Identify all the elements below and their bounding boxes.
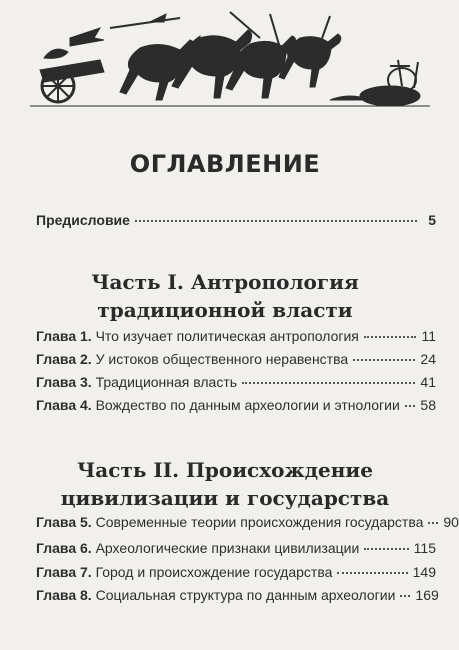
part-2-title-line2: цивилизации и государства — [60, 486, 390, 510]
chapter-label: Глава 4. — [36, 397, 92, 413]
page-number: 11 — [421, 328, 436, 344]
chapter-label: Глава 7. — [36, 564, 92, 580]
page-number: 90 — [443, 514, 459, 530]
toc-entry-chapter-6[interactable] — [36, 540, 436, 560]
page-number: 115 — [413, 540, 436, 556]
chapter-label: Глава 8. — [36, 587, 92, 603]
page-number: 149 — [412, 564, 436, 580]
dot-leader — [364, 548, 408, 550]
dot-leader — [353, 359, 415, 361]
dot-leader — [364, 336, 417, 338]
chapter-title: Город и происхождение государства — [95, 564, 333, 580]
dot-leader — [135, 220, 417, 222]
dot-leader — [242, 382, 415, 384]
chapter-title: Что изучает политическая антропология — [95, 328, 359, 344]
toc-heading: ОГЛАВЛЕНИЕ — [129, 150, 321, 178]
chapter-title: Вождество по данным археологии и этнологии — [95, 397, 400, 413]
chapter-title: Социальная структура по данным археологии — [95, 587, 396, 603]
toc-entry-chapter-7[interactable] — [36, 564, 436, 584]
chapter-label: Глава 1. — [36, 328, 92, 344]
page-number: 24 — [420, 351, 436, 367]
part-2-title-line1: Часть II. Происхождение — [77, 458, 373, 482]
chapter-label: Глава 6. — [36, 540, 92, 556]
dot-leader — [405, 405, 416, 407]
toc-entry-preface[interactable] — [36, 212, 436, 232]
toc-entry-chapter-1[interactable] — [36, 328, 436, 348]
chapter-title: У истоков общественного неравенства — [95, 351, 349, 367]
part-1-title-line2: традиционной власти — [97, 298, 353, 322]
page-number: 58 — [420, 397, 436, 413]
chapter-title: Археологические признаки цивилизации — [95, 540, 360, 556]
page-number: 5 — [428, 212, 436, 228]
page-number: 41 — [420, 374, 436, 390]
chapter-label: Глава 3. — [36, 374, 92, 390]
part-2-title — [0, 456, 450, 512]
toc-entry-chapter-2[interactable] — [36, 351, 436, 371]
chapter-label: Глава 5. — [36, 514, 92, 530]
chapter-label: Глава 2. — [36, 351, 92, 367]
toc-entry-chapter-3[interactable] — [36, 374, 436, 394]
dot-leader — [428, 522, 438, 524]
chapter-title: Традиционная власть — [95, 374, 238, 390]
dot-leader — [337, 572, 407, 574]
battle-scene-illustration — [30, 8, 430, 110]
part-1-title — [0, 268, 450, 324]
toc-entry-chapter-4[interactable] — [36, 397, 436, 417]
toc-entry-chapter-5[interactable] — [36, 514, 459, 534]
page-number: 169 — [415, 587, 439, 603]
dot-leader — [400, 595, 410, 597]
toc-entry-chapter-8[interactable] — [36, 587, 439, 607]
preface-title: Предисловие — [36, 212, 130, 228]
chapter-title: Современные теории происхождения государства — [95, 514, 424, 530]
part-1-title-line1: Часть I. Антропология — [91, 270, 359, 294]
